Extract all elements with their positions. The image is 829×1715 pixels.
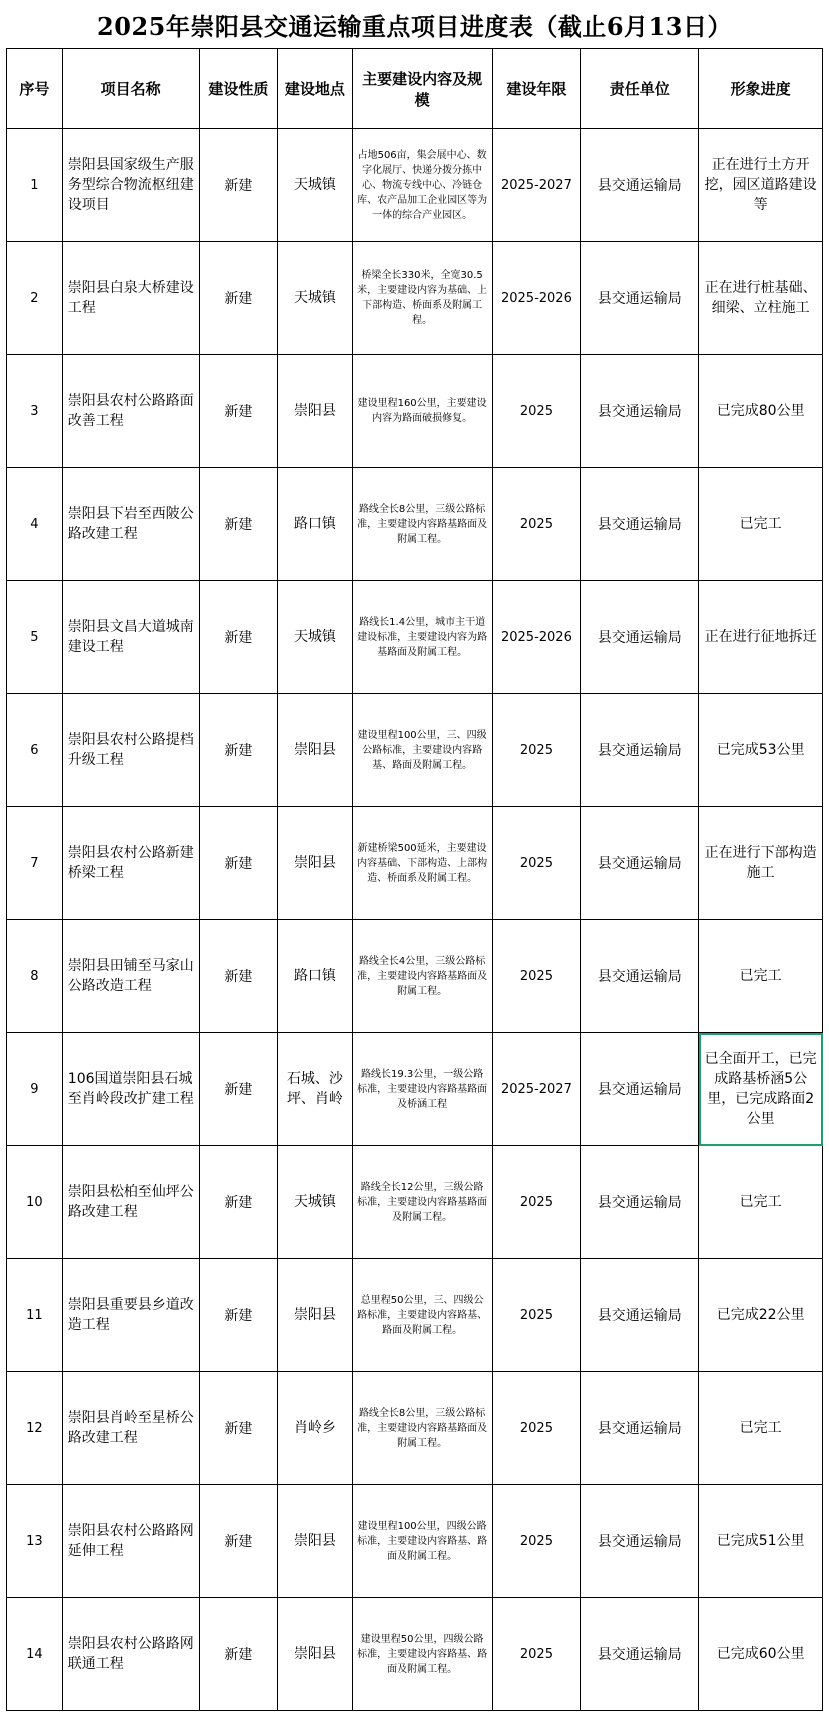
cell-content[interactable]: 建设里程100公里，四级公路标准，主要建设内容路基、路面及附属工程。 (352, 1485, 492, 1598)
cell-years[interactable]: 2025 (492, 1485, 581, 1598)
cell-seq[interactable]: 12 (7, 1372, 63, 1485)
cell-unit[interactable]: 县交通运输局 (581, 1598, 699, 1711)
cell-seq[interactable]: 8 (7, 920, 63, 1033)
cell-seq[interactable]: 5 (7, 581, 63, 694)
cell-progress[interactable]: 已完成60公里 (699, 1598, 823, 1711)
cell-unit[interactable]: 县交通运输局 (581, 807, 699, 920)
cell-seq[interactable]: 7 (7, 807, 63, 920)
cell-project-name[interactable]: 崇阳县农村公路新建桥梁工程 (62, 807, 199, 920)
cell-project-name[interactable]: 崇阳县农村公路路网延伸工程 (62, 1485, 199, 1598)
table-row (7, 807, 823, 920)
cell-content[interactable]: 总里程50公里，三、四级公路标准，主要建设内容路基、路面及附属工程。 (352, 1259, 492, 1372)
cell-content[interactable]: 路线全长12公里，三级公路标准，主要建设内容路基路面及附属工程。 (352, 1146, 492, 1259)
cell-unit[interactable]: 县交通运输局 (581, 1146, 699, 1259)
cell-years[interactable]: 2025-2026 (492, 581, 581, 694)
table-row (7, 920, 823, 1033)
cell-location[interactable]: 路口镇 (278, 468, 352, 581)
cell-nature[interactable]: 新建 (199, 581, 278, 694)
cell-years[interactable]: 2025 (492, 1598, 581, 1711)
header-progress[interactable]: 形象进度 (699, 49, 823, 129)
cell-nature[interactable]: 新建 (199, 242, 278, 355)
cell-seq[interactable]: 3 (7, 355, 63, 468)
cell-nature[interactable]: 新建 (199, 1598, 278, 1711)
cell-nature[interactable]: 新建 (199, 355, 278, 468)
cell-project-name[interactable]: 崇阳县白泉大桥建设工程 (62, 242, 199, 355)
cell-unit[interactable]: 县交通运输局 (581, 1485, 699, 1598)
cell-location[interactable]: 崇阳县 (278, 1598, 352, 1711)
cell-progress[interactable]: 正在进行征地拆迁 (699, 581, 823, 694)
page-title: 2025年崇阳县交通运输重点项目进度表（截止6月13日） (97, 11, 732, 41)
cell-unit[interactable]: 县交通运输局 (581, 129, 699, 242)
cell-location[interactable]: 天城镇 (278, 1146, 352, 1259)
cell-location[interactable]: 肖岭乡 (278, 1372, 352, 1485)
cell-nature[interactable]: 新建 (199, 1485, 278, 1598)
cell-content[interactable]: 建设里程100公里，三、四级公路标准，主要建设内容路基、路面及附属工程。 (352, 694, 492, 807)
cell-years[interactable]: 2025 (492, 1259, 581, 1372)
cell-nature[interactable]: 新建 (199, 468, 278, 581)
table-row (7, 1259, 823, 1372)
cell-project-name[interactable]: 崇阳县农村公路路网联通工程 (62, 1598, 199, 1711)
cell-project-name[interactable]: 崇阳县重要县乡道改造工程 (62, 1259, 199, 1372)
cell-project-name[interactable]: 崇阳县下岩至西陂公路改建工程 (62, 468, 199, 581)
cell-seq[interactable]: 6 (7, 694, 63, 807)
cell-location[interactable]: 崇阳县 (278, 355, 352, 468)
project-progress-table (6, 48, 823, 1711)
cell-content[interactable]: 建设里程160公里，主要建设内容为路面破损修复。 (352, 355, 492, 468)
table-row (7, 1598, 823, 1711)
cell-seq[interactable]: 13 (7, 1485, 63, 1598)
cell-years[interactable]: 2025 (492, 694, 581, 807)
cell-progress[interactable]: 已完工 (699, 920, 823, 1033)
cell-seq[interactable]: 10 (7, 1146, 63, 1259)
cell-seq[interactable]: 11 (7, 1259, 63, 1372)
cell-progress[interactable]: 已完成53公里 (699, 694, 823, 807)
cell-progress[interactable]: 正在进行桩基础、细梁、立柱施工 (699, 242, 823, 355)
cell-seq[interactable]: 2 (7, 242, 63, 355)
cell-seq[interactable]: 1 (7, 129, 63, 242)
header-nature[interactable]: 建设性质 (199, 49, 278, 129)
cell-years[interactable]: 2025 (492, 807, 581, 920)
header-content[interactable]: 主要建设内容及规模 (352, 49, 492, 129)
cell-progress-selected[interactable]: 已全面开工，已完成路基桥涵5公里，已完成路面2公里 (699, 1033, 823, 1146)
cell-content[interactable]: 路线全长8公里，三级公路标准，主要建设内容路基路面及附属工程。 (352, 1372, 492, 1485)
cell-location[interactable]: 石城、沙坪、肖岭 (278, 1033, 352, 1146)
cell-seq[interactable]: 9 (7, 1033, 63, 1146)
cell-location[interactable]: 崇阳县 (278, 1485, 352, 1598)
cell-location[interactable]: 天城镇 (278, 129, 352, 242)
header-seq[interactable]: 序号 (7, 49, 63, 129)
cell-project-name[interactable]: 崇阳县田铺至马家山公路改造工程 (62, 920, 199, 1033)
cell-unit[interactable]: 县交通运输局 (581, 1372, 699, 1485)
cell-nature[interactable]: 新建 (199, 129, 278, 242)
header-name[interactable]: 项目名称 (62, 49, 199, 129)
header-row (7, 49, 823, 129)
cell-progress[interactable]: 已完成22公里 (699, 1259, 823, 1372)
cell-years[interactable]: 2025 (492, 355, 581, 468)
table-row (7, 1146, 823, 1259)
cell-nature[interactable]: 新建 (199, 920, 278, 1033)
cell-unit[interactable]: 县交通运输局 (581, 1033, 699, 1146)
cell-years[interactable]: 2025-2027 (492, 129, 581, 242)
cell-project-name[interactable]: 崇阳县农村公路提档升级工程 (62, 694, 199, 807)
cell-content[interactable]: 路线长19.3公里，一级公路标准，主要建设内容路基路面及桥涵工程 (352, 1033, 492, 1146)
cell-progress[interactable]: 已完工 (699, 1372, 823, 1485)
cell-progress[interactable]: 已完工 (699, 468, 823, 581)
cell-years[interactable]: 2025-2026 (492, 242, 581, 355)
cell-years[interactable]: 2025 (492, 1146, 581, 1259)
table-body (7, 129, 823, 1711)
cell-location[interactable]: 路口镇 (278, 920, 352, 1033)
cell-years[interactable]: 2025 (492, 1372, 581, 1485)
cell-unit[interactable]: 县交通运输局 (581, 355, 699, 468)
cell-content[interactable]: 占地506亩，集会展中心、数字化展厅、快递分拨分拣中心、物流专线中心、冷链仓库、农产品加工企业园区等为一体的综合产业园区。 (352, 129, 492, 242)
table-row (7, 581, 823, 694)
cell-unit[interactable]: 县交通运输局 (581, 920, 699, 1033)
table-row (7, 242, 823, 355)
cell-unit[interactable]: 县交通运输局 (581, 468, 699, 581)
cell-progress[interactable]: 正在进行土方开挖，园区道路建设等 (699, 129, 823, 242)
cell-years[interactable]: 2025 (492, 468, 581, 581)
cell-nature[interactable]: 新建 (199, 1033, 278, 1146)
table-row (7, 468, 823, 581)
cell-progress[interactable]: 正在进行下部构造施工 (699, 807, 823, 920)
table-row (7, 1485, 823, 1598)
cell-project-name[interactable]: 崇阳县农村公路路面改善工程 (62, 355, 199, 468)
cell-project-name[interactable]: 崇阳县国家级生产服务型综合物流枢纽建设项目 (62, 129, 199, 242)
cell-location[interactable]: 崇阳县 (278, 1259, 352, 1372)
cell-content[interactable]: 新建桥梁500延米，主要建设内容基础、下部构造、上部构造、桥面系及附属工程。 (352, 807, 492, 920)
cell-location[interactable]: 天城镇 (278, 242, 352, 355)
cell-progress[interactable]: 已完工 (699, 1146, 823, 1259)
cell-years[interactable]: 2025 (492, 920, 581, 1033)
table-row (7, 129, 823, 242)
cell-location[interactable]: 崇阳县 (278, 694, 352, 807)
cell-content[interactable]: 路线长1.4公里，城市主干道建设标准，主要建设内容为路基路面及附属工程。 (352, 581, 492, 694)
cell-location[interactable]: 天城镇 (278, 581, 352, 694)
cell-nature[interactable]: 新建 (199, 1146, 278, 1259)
cell-unit[interactable]: 县交通运输局 (581, 694, 699, 807)
cell-unit[interactable]: 县交通运输局 (581, 242, 699, 355)
cell-progress[interactable]: 已完成51公里 (699, 1485, 823, 1598)
header-location[interactable]: 建设地点 (278, 49, 352, 129)
cell-progress[interactable]: 已完成80公里 (699, 355, 823, 468)
table-row (7, 1372, 823, 1485)
cell-location[interactable]: 崇阳县 (278, 807, 352, 920)
table-row (7, 1033, 823, 1146)
cell-years[interactable]: 2025-2027 (492, 1033, 581, 1146)
cell-unit[interactable]: 县交通运输局 (581, 1259, 699, 1372)
cell-content[interactable]: 路线全长4公里，三级公路标准，主要建设内容路基路面及附属工程。 (352, 920, 492, 1033)
header-unit[interactable]: 责任单位 (581, 49, 699, 129)
table-row (7, 694, 823, 807)
cell-nature[interactable]: 新建 (199, 1372, 278, 1485)
cell-project-name[interactable]: 崇阳县松柏至仙坪公路改建工程 (62, 1146, 199, 1259)
cell-project-name[interactable]: 崇阳县肖岭至星桥公路改建工程 (62, 1372, 199, 1485)
cell-project-name[interactable]: 106国道崇阳县石城至肖岭段改扩建工程 (62, 1033, 199, 1146)
cell-seq[interactable]: 14 (7, 1598, 63, 1711)
header-years[interactable]: 建设年限 (492, 49, 581, 129)
cell-content[interactable]: 桥梁全长330米，全宽30.5米，主要建设内容为基础、上下部构造、桥面系及附属工程。 (352, 242, 492, 355)
cell-content[interactable]: 建设里程50公里，四级公路标准，主要建设内容路基、路面及附属工程。 (352, 1598, 492, 1711)
cell-nature[interactable]: 新建 (199, 807, 278, 920)
cell-seq[interactable]: 4 (7, 468, 63, 581)
cell-nature[interactable]: 新建 (199, 694, 278, 807)
cell-nature[interactable]: 新建 (199, 1259, 278, 1372)
table-row (7, 355, 823, 468)
cell-project-name[interactable]: 崇阳县文昌大道城南建设工程 (62, 581, 199, 694)
cell-content[interactable]: 路线全长8公里，三级公路标准，主要建设内容路基路面及附属工程。 (352, 468, 492, 581)
cell-unit[interactable]: 县交通运输局 (581, 581, 699, 694)
